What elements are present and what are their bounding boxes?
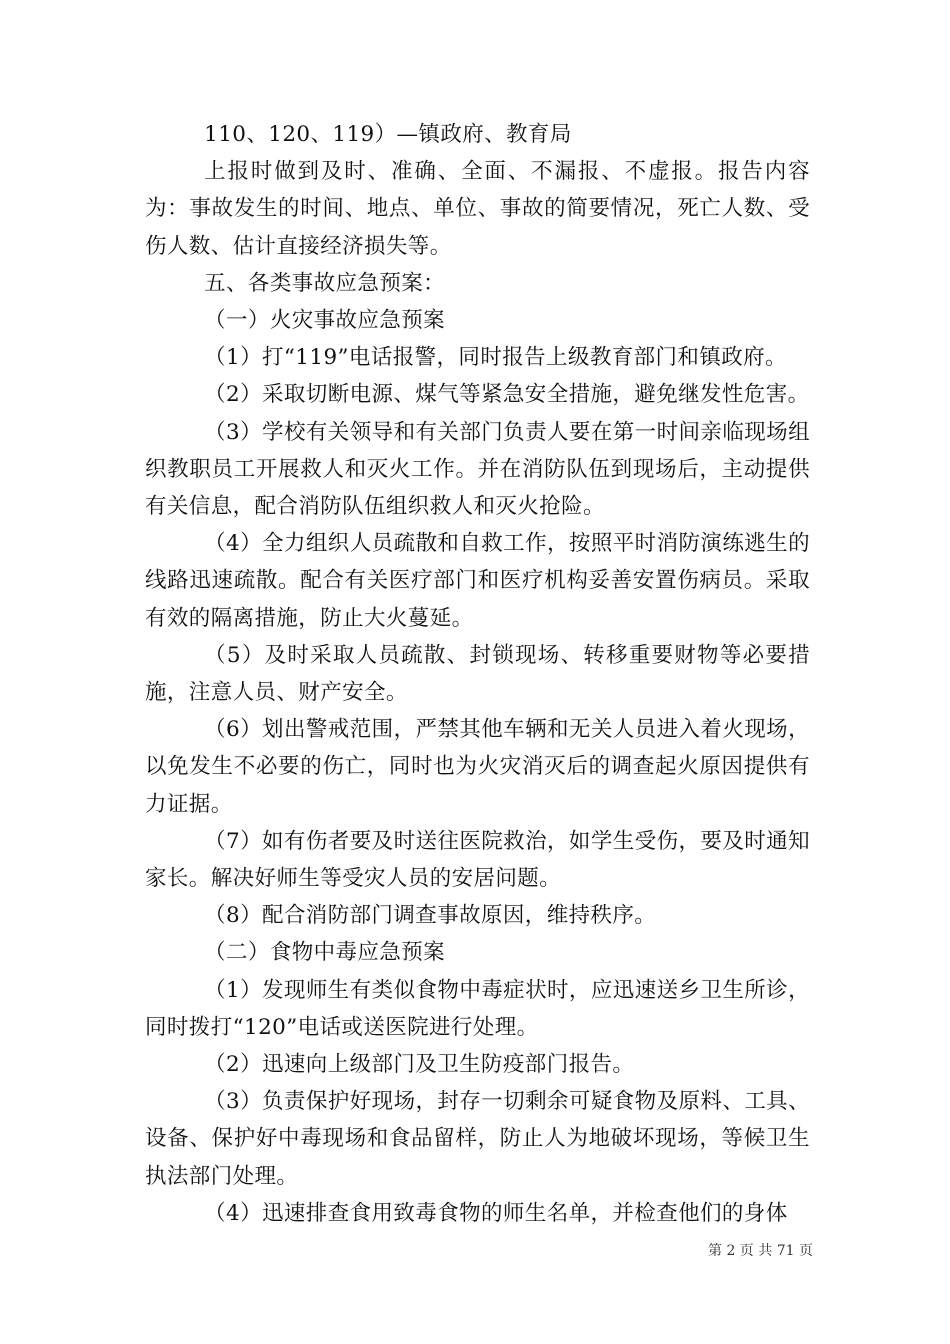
- document-body: [145, 116, 810, 1232]
- paragraph: （5）及时采取人员疏散、封锁现场、转移重要财物等必要措施，注意人员、财产安全。: [145, 642, 810, 706]
- paragraph: （7）如有伤者要及时送往医院救治，如学生受伤，要及时通知家长。解决好师生等受灾人员的安居问题。: [145, 828, 810, 892]
- paragraph: （3）负责保护好现场，封存一切剩余可疑食物及原料、工具、设备、保护好中毒现场和食品留样，防止人为地破坏现场，等候卫生执法部门处理。: [145, 1089, 810, 1189]
- paragraph: （4）全力组织人员疏散和自救工作，按照平时消防演练逃生的线路迅速疏散。配合有关医疗部门和医疗机构妥善安置伤病员。采取有效的隔离措施，防止大火蔓延。: [145, 531, 810, 631]
- paragraph: （1）打“119”电话报警，同时报告上级教育部门和镇政府。: [204, 345, 787, 371]
- paragraph: （3）学校有关领导和有关部门负责人要在第一时间亲临现场组织教职员工开展救人和灭火工作。并在消防队伍到现场后，主动提供有关信息，配合消防队伍组织救人和灭火抢险。: [145, 419, 810, 520]
- paragraph: （6）划出警戒范围，严禁其他车辆和无关人员进入着火现场，以免发生不必要的伤亡，同时也为火灾消灭后的调查起火原因提供有力证据。: [145, 717, 810, 817]
- paragraph: （8）配合消防部门调查事故原因，维持秩序。: [204, 903, 657, 929]
- paragraph: 110、120、119）—镇政府、教育局: [204, 122, 572, 147]
- paragraph: 上报时做到及时、准确、全面、不漏报、不虚报。报告内容为：事故发生的时间、地点、单位、事故的简要情况，死亡人数、受伤人数、估计直接经济损失等。: [145, 159, 810, 259]
- section-heading: 五、各类事故应急预案：: [204, 270, 446, 296]
- page-number: 第 2 页 共 71 页: [708, 1243, 813, 1259]
- paragraph: （4）迅速排查食用致毒食物的师生名单，并检查他们的身体: [204, 1200, 788, 1226]
- paragraph: （1）发现师生有类似食物中毒症状时，应迅速送乡卫生所诊，同时拨打“120”电话或送医院进行处理。: [145, 977, 810, 1040]
- paragraph: （2）采取切断电源、煤气等紧急安全措施，避免继发性危害。: [204, 382, 810, 408]
- subsection-heading: （一）火灾事故应急预案: [204, 308, 446, 334]
- subsection-heading: （二）食物中毒应急预案: [204, 940, 446, 966]
- paragraph: （2）迅速向上级部门及卫生防疫部门报告。: [204, 1052, 635, 1078]
